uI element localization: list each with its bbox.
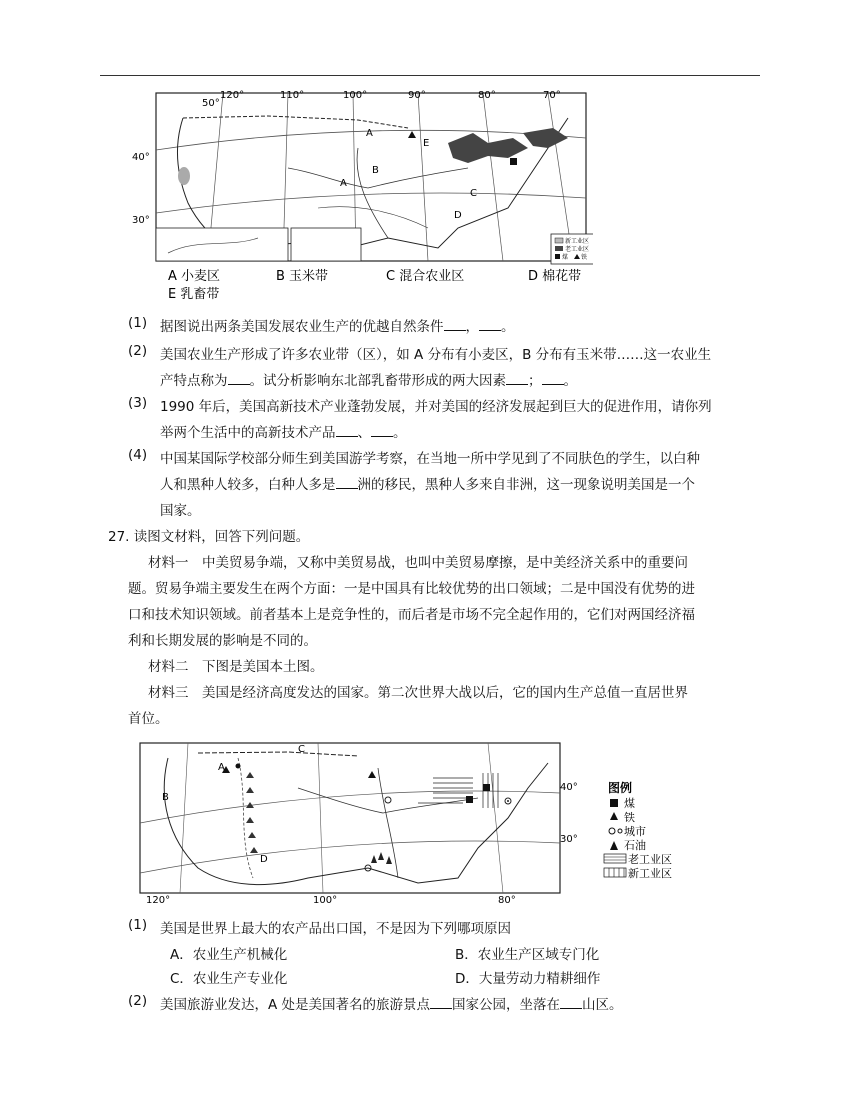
map1-legend-new: 新工业区 bbox=[565, 238, 590, 245]
q26-4-line2: 人和黑种人较多，白种人多是 洲的移民，黑种人多来自非洲，这一现象说明美国是一个 bbox=[160, 477, 695, 493]
option-a[interactable]: A．农业生产机械化 bbox=[170, 947, 288, 963]
q26-4-num: (4) bbox=[128, 447, 148, 463]
us-agriculture-map bbox=[128, 88, 593, 303]
answer-blank[interactable] bbox=[479, 317, 501, 331]
map1-lon-70: 70° bbox=[543, 90, 561, 101]
option-d[interactable]: D．大量劳动力精耕细作 bbox=[455, 971, 601, 987]
map1-legend-coal: 煤 bbox=[562, 254, 569, 261]
map1-lat-30: 30° bbox=[132, 215, 150, 226]
map2-lon-80: 80° bbox=[498, 895, 516, 906]
map1-caption-c: C 混合农业区 bbox=[386, 269, 465, 284]
map1-lon-90: 90° bbox=[408, 90, 426, 101]
map1-caption-a: A 小麦区 bbox=[168, 269, 221, 284]
map1-caption-d: D 棉花带 bbox=[528, 269, 582, 284]
map2-lon-120: 120° bbox=[146, 895, 171, 906]
map1-lon-100: 100° bbox=[343, 90, 368, 101]
q27-title: 27. 读图文材料，回答下列问题。 bbox=[108, 529, 310, 545]
q27-m1-l4: 利和长期发展的影响是不同的。 bbox=[128, 633, 317, 649]
map1-letter-a2: A bbox=[340, 178, 347, 189]
map1-letter-e: E bbox=[423, 138, 430, 149]
q26-1-text: 据图说出两条美国发展农业生产的优越自然条件 ， 。 bbox=[160, 319, 515, 335]
q27-m2: 材料二 下图是美国本土图。 bbox=[148, 659, 324, 675]
q27-m3-l2: 首位。 bbox=[128, 711, 169, 727]
q26-4-line1: 中国某国际学校部分师生到美国游学考察，在当地一所中学见到了不同肤色的学生，以白种 bbox=[160, 451, 700, 467]
map1-lon-120: 120° bbox=[220, 90, 245, 101]
map1-lat-40: 40° bbox=[132, 152, 150, 163]
q27-2-text: 美国旅游业发达，A 处是美国著名的旅游景点 国家公园，坐落在 山区。 bbox=[160, 997, 623, 1013]
q26-1-num: (1) bbox=[128, 315, 148, 331]
map2-lat-40: 40° bbox=[560, 782, 578, 793]
option-b[interactable]: B．农业生产区域专门化 bbox=[455, 947, 600, 963]
q27-1-text: 美国是世界上最大的农产品出口国，不是因为下列哪项原因 bbox=[160, 921, 511, 937]
option-c[interactable]: C．农业生产专业化 bbox=[170, 971, 288, 987]
answer-blank[interactable] bbox=[444, 317, 466, 331]
map1-legend-old: 老工业区 bbox=[565, 246, 590, 253]
answer-blank[interactable] bbox=[228, 371, 250, 385]
map1-lat-50: 50° bbox=[202, 98, 220, 109]
map2-letter-d: D bbox=[260, 854, 268, 865]
map1-legend-iron: 铁 bbox=[581, 254, 588, 261]
map2-legend-new: 新工业区 bbox=[628, 867, 672, 880]
q26-3-line2: 举两个生活中的高新技术产品 、 。 bbox=[160, 425, 407, 441]
answer-blank[interactable] bbox=[430, 995, 452, 1009]
q27-1-num: (1) bbox=[128, 917, 148, 933]
answer-blank[interactable] bbox=[336, 475, 358, 489]
map2-letter-a: A bbox=[218, 762, 225, 773]
q26-3-num: (3) bbox=[128, 395, 148, 411]
answer-blank[interactable] bbox=[560, 995, 582, 1009]
map2-legend-city: 城市 bbox=[624, 825, 646, 838]
q26-4-line3: 国家。 bbox=[160, 503, 201, 519]
map2-legend-old: 老工业区 bbox=[628, 853, 672, 866]
answer-blank[interactable] bbox=[506, 371, 528, 385]
q27-m1-l1: 材料一 中美贸易争端，又称中美贸易战，也叫中美贸易摩擦，是中美经济关系中的重要问 bbox=[148, 555, 688, 571]
q27-m3-l1: 材料三 美国是经济高度发达的国家。第二次世界大战以后，它的国内生产总值一直居世界 bbox=[148, 685, 688, 701]
q27-m1-l2: 题。贸易争端主要发生在两个方面：一是中国具有比较优势的出口领域；二是中国没有优势的进 bbox=[128, 581, 695, 597]
map2-letter-c: C bbox=[298, 744, 305, 755]
map1-caption-b: B 玉米带 bbox=[276, 269, 329, 284]
answer-blank[interactable] bbox=[542, 371, 564, 385]
map2-lon-100: 100° bbox=[313, 895, 338, 906]
q26-2-line2: 产特点称为 。试分析影响东北部乳畜带形成的两大因素 ； 。 bbox=[160, 373, 577, 389]
map1-letter-d: D bbox=[454, 210, 462, 221]
answer-blank[interactable] bbox=[371, 423, 393, 437]
us-mainland-map bbox=[128, 738, 728, 906]
map1-lon-110: 110° bbox=[280, 90, 305, 101]
q26-2-line1: 美国农业生产形成了许多农业带（区），如 A 分布有小麦区，B 分布有玉米带……这一农业生 bbox=[160, 347, 712, 363]
map1-caption-e: E 乳畜带 bbox=[168, 287, 220, 302]
header-rule bbox=[100, 75, 760, 76]
map1-lon-80: 80° bbox=[478, 90, 496, 101]
map2-letter-b: B bbox=[162, 792, 169, 803]
q26-3-line1: 1990 年后，美国高新技术产业蓬勃发展，并对美国的经济发展起到巨大的促进作用，请你列 bbox=[160, 399, 712, 415]
answer-blank[interactable] bbox=[336, 423, 358, 437]
q26-2-num: (2) bbox=[128, 343, 148, 359]
q27-2-num: (2) bbox=[128, 993, 148, 1009]
q27-m1-l3: 口和技术知识领域。前者基本上是竞争性的，而后者是市场不完全起作用的，它们对两国经济福 bbox=[128, 607, 695, 623]
map1-letter-b: B bbox=[372, 165, 379, 176]
map2-legend-oil: 石油 bbox=[624, 839, 646, 852]
map1-letter-c: C bbox=[470, 188, 477, 199]
map1-letter-a1: A bbox=[366, 128, 373, 139]
map2-lat-30: 30° bbox=[560, 834, 578, 845]
map2-legend-title: 图例 bbox=[608, 781, 633, 795]
map2-legend-coal: 煤 bbox=[624, 797, 635, 810]
map2-legend-iron: 铁 bbox=[624, 811, 635, 824]
